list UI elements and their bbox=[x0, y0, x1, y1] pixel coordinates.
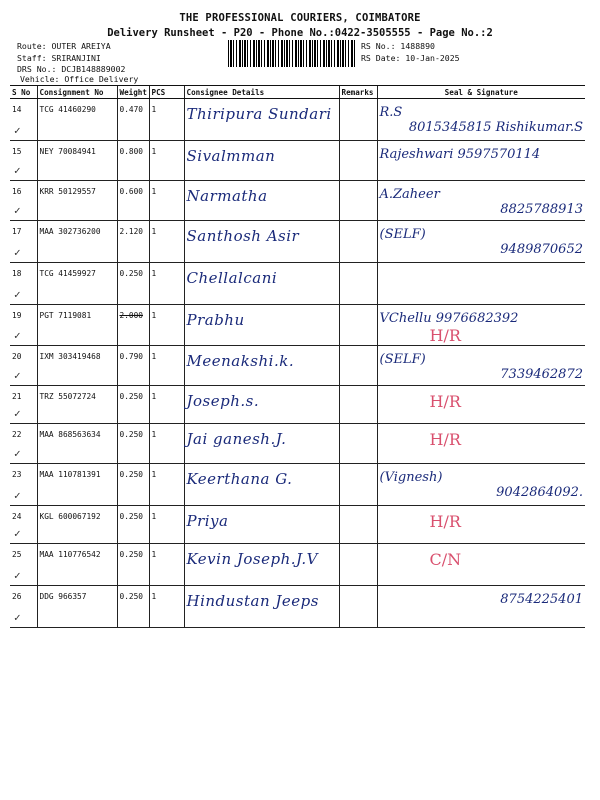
table-row bbox=[10, 141, 585, 181]
row-weight: 2.120 bbox=[117, 221, 149, 263]
row-consignment-no: KGL 600067192 bbox=[37, 506, 117, 544]
row-consignee bbox=[184, 586, 339, 628]
document-subtitle: Delivery Runsheet - P20 - Phone No.:0422-3505555 - Page No.:2 bbox=[107, 27, 493, 39]
row-sno: 15 ✓ bbox=[10, 141, 37, 181]
row-sno: 23 ✓ bbox=[10, 464, 37, 506]
checkmark-icon: ✓ bbox=[14, 124, 21, 137]
row-weight: 0.800 bbox=[117, 141, 149, 181]
row-pcs: 1 bbox=[149, 221, 184, 263]
row-consignment-no: DDG 966357 bbox=[37, 586, 117, 628]
row-remarks bbox=[339, 181, 377, 221]
row-signature bbox=[377, 141, 585, 181]
checkmark-icon: ✓ bbox=[14, 407, 21, 420]
row-pcs: 1 bbox=[149, 99, 184, 141]
row-weight: 0.250 bbox=[117, 506, 149, 544]
row-signature bbox=[377, 181, 585, 221]
document-title: THE PROFESSIONAL COURIERS, COIMBATORE bbox=[179, 12, 421, 24]
row-signature bbox=[377, 464, 585, 506]
row-signature bbox=[377, 346, 585, 386]
vehicle-text: Vehicle: Office Delivery bbox=[20, 74, 139, 84]
rs-number: RS No.: 1488890 bbox=[361, 41, 435, 51]
signature-line-2: 9042864092. bbox=[496, 485, 583, 500]
row-consignee bbox=[184, 141, 339, 181]
row-pcs: 1 bbox=[149, 181, 184, 221]
col-header-signature: Seal & Signature bbox=[377, 86, 585, 99]
table-row bbox=[10, 99, 585, 141]
signature-line-1: (SELF) bbox=[379, 352, 426, 367]
consignee-handwriting: Hindustan Jeeps bbox=[186, 592, 319, 610]
row-pcs: 1 bbox=[149, 141, 184, 181]
row-consignment-no: MAA 868563634 bbox=[37, 424, 117, 464]
consignee-handwriting: Narmatha bbox=[186, 187, 268, 205]
route-text: Route: OUTER AREIYA bbox=[17, 41, 111, 51]
table-row bbox=[10, 586, 585, 628]
row-signature bbox=[377, 544, 585, 586]
runsheet-table bbox=[10, 85, 585, 628]
row-signature bbox=[377, 305, 585, 346]
row-sno: 22 ✓ bbox=[10, 424, 37, 464]
row-weight: 0.790 bbox=[117, 346, 149, 386]
consignee-handwriting: Santhosh Asir bbox=[186, 227, 300, 245]
signature-line-1: A.Zaheer bbox=[379, 187, 440, 202]
signature-line-1: R.S bbox=[379, 105, 403, 120]
delivery-status-mark: H/R bbox=[429, 430, 461, 449]
row-consignee bbox=[184, 346, 339, 386]
row-sno: 26 ✓ bbox=[10, 586, 37, 628]
row-consignee bbox=[184, 506, 339, 544]
checkmark-icon: ✓ bbox=[14, 329, 21, 342]
row-weight: 0.250 bbox=[117, 464, 149, 506]
row-consignment-no: TCG 41459927 bbox=[37, 263, 117, 305]
table-row bbox=[10, 346, 585, 386]
row-pcs: 1 bbox=[149, 544, 184, 586]
consignee-handwriting: Kevin Joseph.J.V bbox=[186, 550, 318, 568]
row-remarks bbox=[339, 424, 377, 464]
row-consignee bbox=[184, 424, 339, 464]
drs-text: DRS No.: DCJB148889002 bbox=[17, 64, 126, 74]
row-remarks bbox=[339, 346, 377, 386]
barcode-image bbox=[228, 40, 356, 67]
row-consignment-no: PGT 7119081 bbox=[37, 305, 117, 346]
signature-line-1: VChellu 9976682392 bbox=[379, 311, 519, 326]
row-sno: 18 ✓ bbox=[10, 263, 37, 305]
consignee-handwriting: Joseph.s. bbox=[186, 392, 260, 410]
row-consignment-no: TCG 41460290 bbox=[37, 99, 117, 141]
signature-line-2: 7339462872 bbox=[500, 367, 583, 382]
table-row bbox=[10, 221, 585, 263]
row-remarks bbox=[339, 506, 377, 544]
checkmark-icon: ✓ bbox=[14, 611, 21, 624]
col-header-remarks: Remarks bbox=[339, 86, 377, 99]
row-weight: 0.250 bbox=[117, 586, 149, 628]
row-signature bbox=[377, 586, 585, 628]
row-pcs: 1 bbox=[149, 424, 184, 464]
table-row bbox=[10, 305, 585, 346]
col-header-consignment: Consignment No bbox=[37, 86, 117, 99]
table-header-row bbox=[10, 86, 585, 99]
checkmark-icon: ✓ bbox=[14, 447, 21, 460]
row-remarks bbox=[339, 586, 377, 628]
consignee-handwriting: Priya bbox=[186, 512, 229, 530]
row-consignee bbox=[184, 464, 339, 506]
table-row bbox=[10, 263, 585, 305]
checkmark-icon: ✓ bbox=[14, 246, 21, 259]
row-consignee bbox=[184, 263, 339, 305]
table-row bbox=[10, 386, 585, 424]
row-pcs: 1 bbox=[149, 305, 184, 346]
row-signature bbox=[377, 221, 585, 263]
signature-line-1: (SELF) bbox=[379, 227, 426, 242]
row-pcs: 1 bbox=[149, 464, 184, 506]
row-signature bbox=[377, 263, 585, 305]
signature-line-1: Rajeshwari 9597570114 bbox=[379, 147, 541, 162]
row-pcs: 1 bbox=[149, 263, 184, 305]
row-sno: 21 ✓ bbox=[10, 386, 37, 424]
consignee-handwriting: Sivalmman bbox=[186, 147, 276, 165]
consignee-handwriting: Jai ganesh.J. bbox=[186, 430, 287, 448]
signature-line-2: 9489870652 bbox=[500, 242, 583, 257]
signature-line-2: 8015345815 Rishikumar.S bbox=[408, 120, 583, 135]
row-remarks bbox=[339, 221, 377, 263]
col-header-sno: S No bbox=[10, 86, 37, 99]
checkmark-icon: ✓ bbox=[14, 369, 21, 382]
consignee-handwriting: Thiripura Sundari bbox=[186, 105, 332, 123]
checkmark-icon: ✓ bbox=[14, 164, 21, 177]
row-consignment-no: NEY 70084941 bbox=[37, 141, 117, 181]
row-consignee bbox=[184, 305, 339, 346]
row-weight: 0.250 bbox=[117, 544, 149, 586]
row-sno: 25 ✓ bbox=[10, 544, 37, 586]
row-consignee bbox=[184, 544, 339, 586]
col-header-consignee: Consignee Details bbox=[184, 86, 339, 99]
row-remarks bbox=[339, 141, 377, 181]
row-sno: 14 ✓ bbox=[10, 99, 37, 141]
row-weight: 0.600 bbox=[117, 181, 149, 221]
delivery-status-mark: H/R bbox=[429, 326, 461, 345]
row-consignee bbox=[184, 99, 339, 141]
row-weight: 2.000 bbox=[117, 305, 149, 346]
row-remarks bbox=[339, 305, 377, 346]
consignee-handwriting: Keerthana G. bbox=[186, 470, 293, 488]
consignee-handwriting: Meenakshi.k. bbox=[186, 352, 295, 370]
table-row bbox=[10, 464, 585, 506]
row-pcs: 1 bbox=[149, 346, 184, 386]
row-signature bbox=[377, 99, 585, 141]
checkmark-icon: ✓ bbox=[14, 569, 21, 582]
row-consignment-no: IXM 303419468 bbox=[37, 346, 117, 386]
row-signature bbox=[377, 506, 585, 544]
row-remarks bbox=[339, 99, 377, 141]
rs-date: RS Date: 10-Jan-2025 bbox=[361, 53, 460, 63]
delivery-status-mark: H/R bbox=[429, 512, 461, 531]
signature-line-2: 8754225401 bbox=[500, 592, 583, 607]
checkmark-icon: ✓ bbox=[14, 527, 21, 540]
row-remarks bbox=[339, 263, 377, 305]
row-consignment-no: MAA 302736200 bbox=[37, 221, 117, 263]
row-weight: 0.470 bbox=[117, 99, 149, 141]
row-remarks bbox=[339, 464, 377, 506]
delivery-status-mark: C/N bbox=[429, 550, 462, 569]
row-consignment-no: TRZ 55072724 bbox=[37, 386, 117, 424]
consignee-handwriting: Chellalcani bbox=[186, 269, 278, 287]
checkmark-icon: ✓ bbox=[14, 288, 21, 301]
signature-line-2: 8825788913 bbox=[500, 202, 583, 217]
col-header-weight: Weight bbox=[117, 86, 149, 99]
delivery-status-mark: H/R bbox=[429, 392, 461, 411]
row-consignment-no: KRR 50129557 bbox=[37, 181, 117, 221]
consignee-handwriting: Prabhu bbox=[186, 311, 245, 329]
table-row bbox=[10, 181, 585, 221]
row-consignment-no: MAA 110776542 bbox=[37, 544, 117, 586]
row-pcs: 1 bbox=[149, 386, 184, 424]
row-weight: 0.250 bbox=[117, 386, 149, 424]
row-sno: 16 ✓ bbox=[10, 181, 37, 221]
row-sno: 20 ✓ bbox=[10, 346, 37, 386]
row-sno: 19 ✓ bbox=[10, 305, 37, 346]
checkmark-icon: ✓ bbox=[14, 204, 21, 217]
row-consignee bbox=[184, 386, 339, 424]
checkmark-icon: ✓ bbox=[14, 489, 21, 502]
row-remarks bbox=[339, 544, 377, 586]
table-row bbox=[10, 506, 585, 544]
row-pcs: 1 bbox=[149, 586, 184, 628]
row-sno: 24 ✓ bbox=[10, 506, 37, 544]
staff-text: Staff: SRIRANJINI bbox=[17, 53, 101, 63]
row-remarks bbox=[339, 386, 377, 424]
col-header-pcs: PCS bbox=[149, 86, 184, 99]
row-consignment-no: MAA 110781391 bbox=[37, 464, 117, 506]
signature-line-1: (Vignesh) bbox=[379, 470, 443, 485]
table-row bbox=[10, 544, 585, 586]
row-signature bbox=[377, 424, 585, 464]
row-pcs: 1 bbox=[149, 506, 184, 544]
row-weight: 0.250 bbox=[117, 263, 149, 305]
row-consignee bbox=[184, 181, 339, 221]
table-row bbox=[10, 424, 585, 464]
row-weight: 0.250 bbox=[117, 424, 149, 464]
row-consignee bbox=[184, 221, 339, 263]
row-sno: 17 ✓ bbox=[10, 221, 37, 263]
row-signature bbox=[377, 386, 585, 424]
